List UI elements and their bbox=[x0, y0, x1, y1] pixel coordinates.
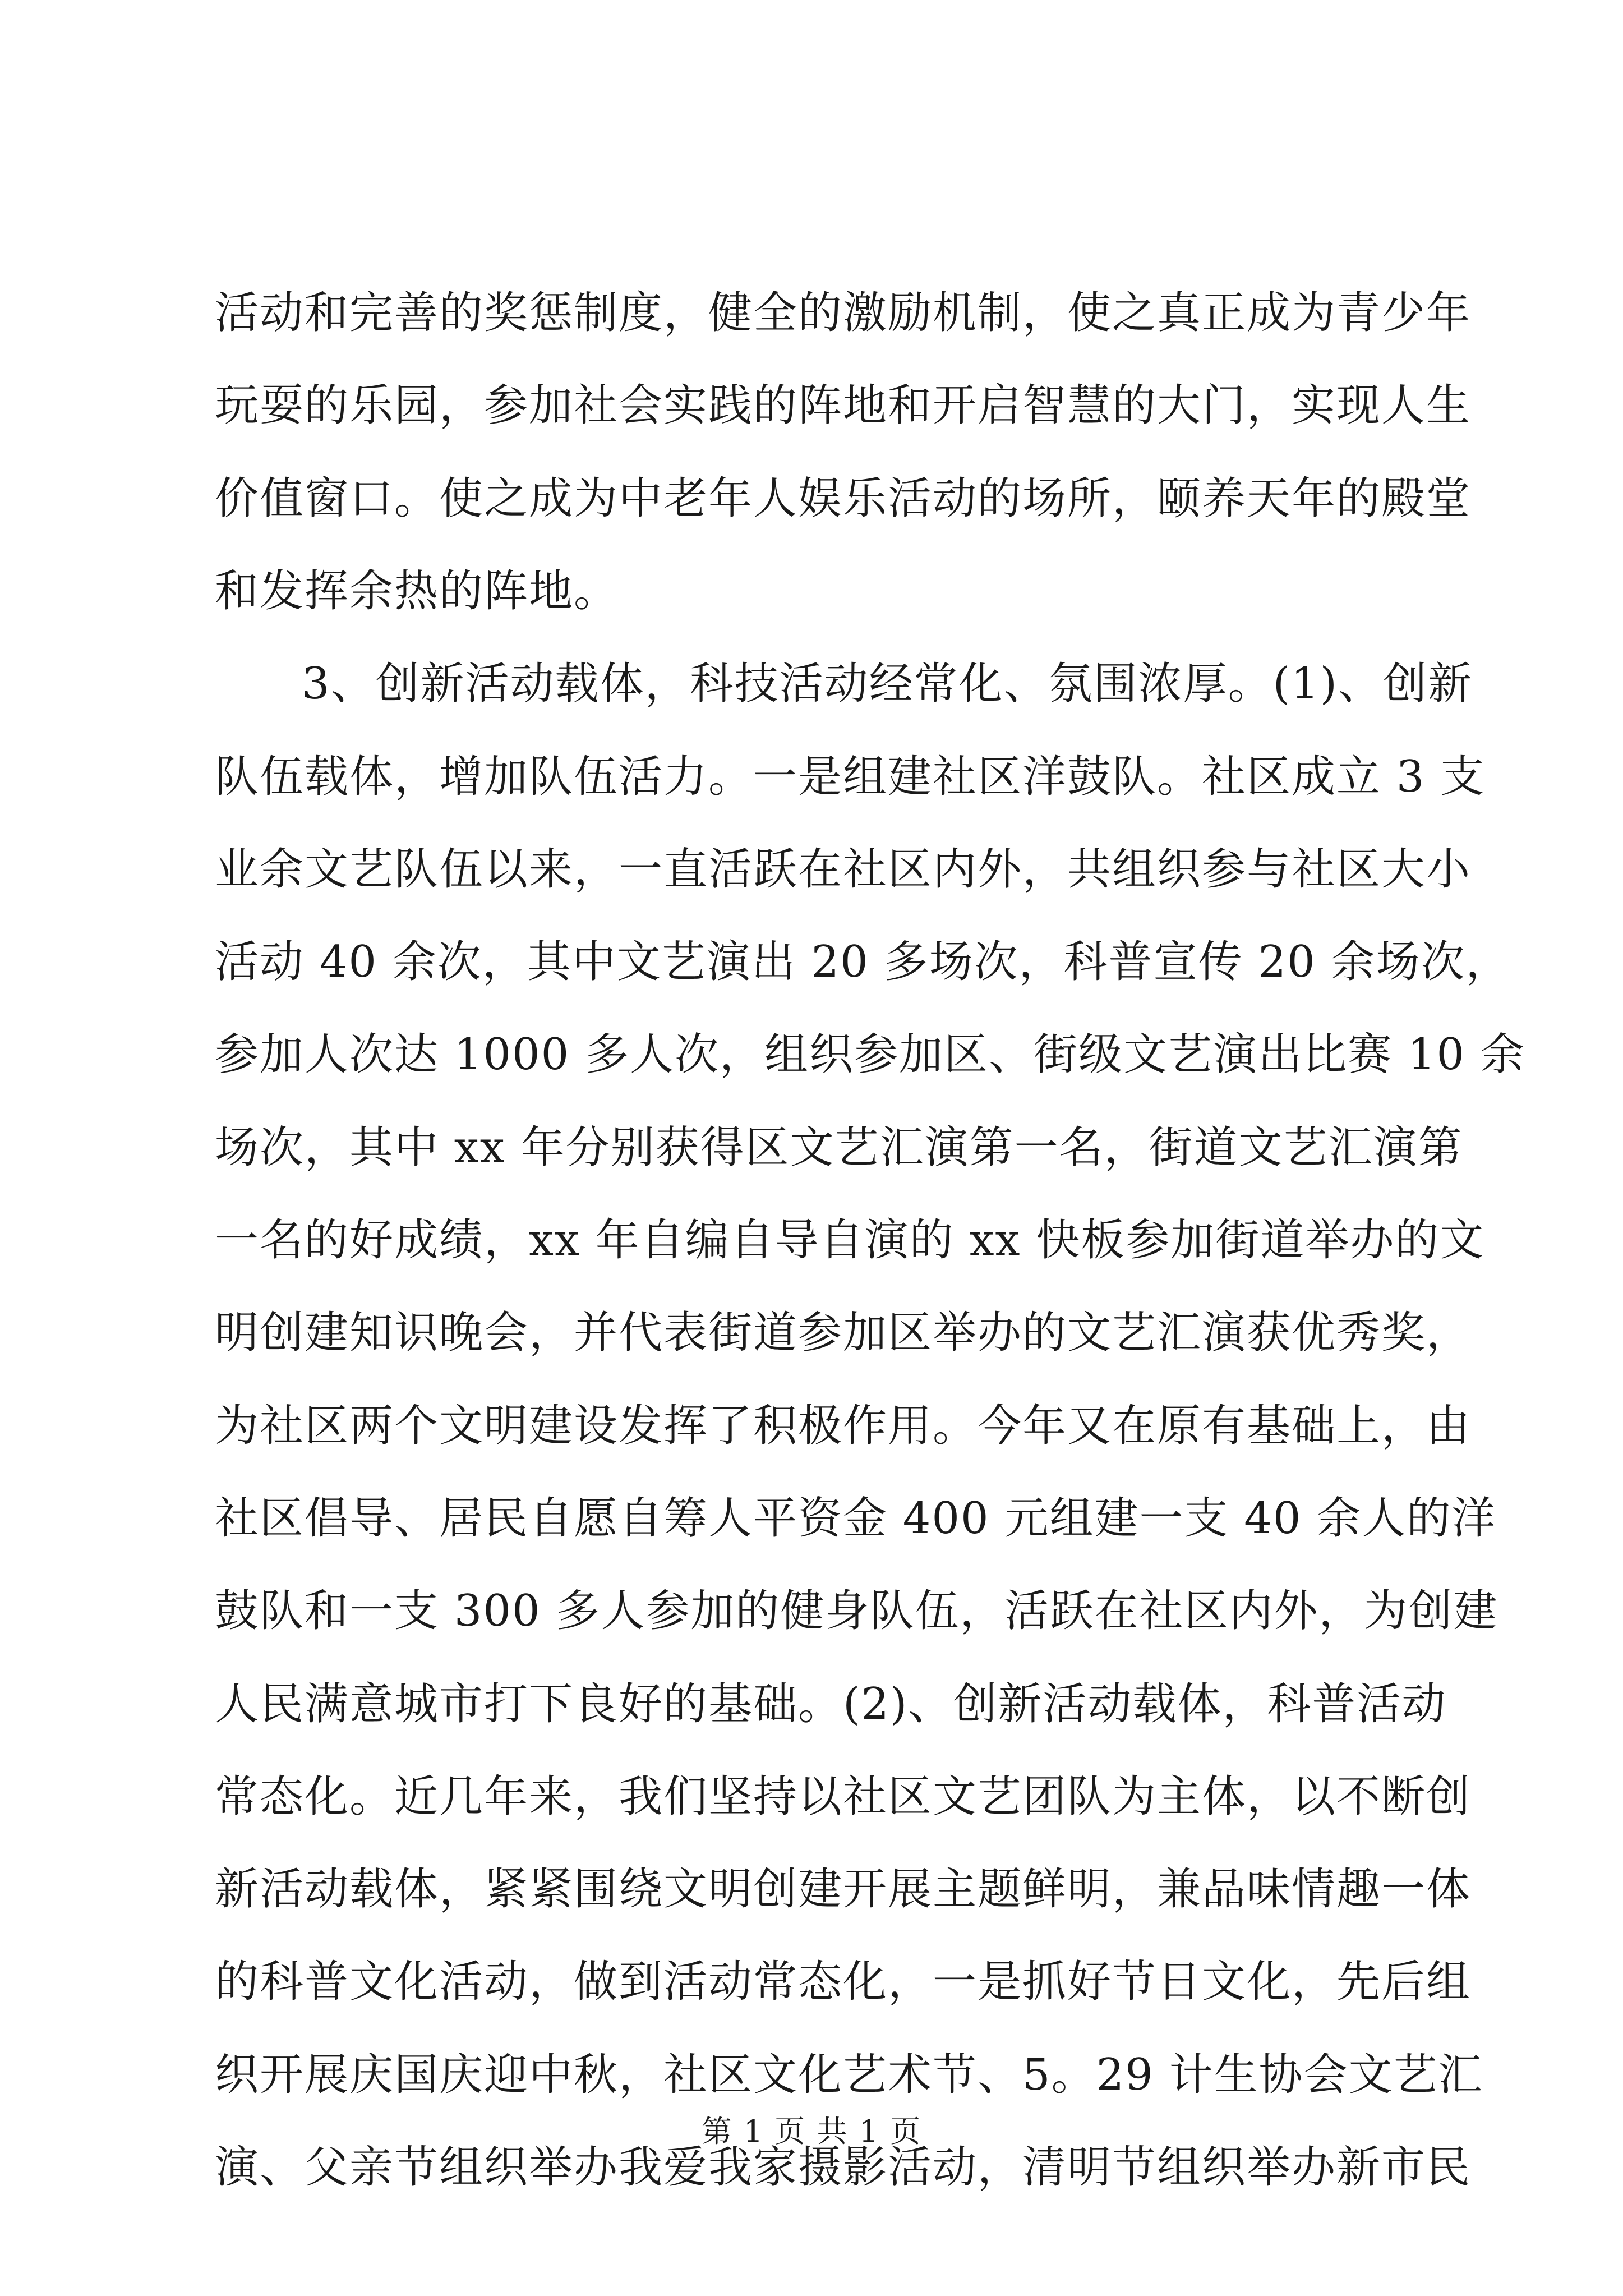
text-line-18: 新活动载体，紧紧围绕文明创建开展主题鲜明，兼品味情趣一体 bbox=[215, 1864, 1472, 1915]
text-line-20: 织开展庆国庆迎中秋，社区文化艺术节、5。29 计生协会文艺汇 bbox=[215, 2050, 1483, 2100]
text-line-10: 场次，其中 xx 年分别获得区文艺汇演第一名，街道文艺汇演第 bbox=[215, 1122, 1463, 1173]
text-line-7: 业余文艺队伍以来，一直活跃在社区内外，共组织参与社区大小 bbox=[215, 844, 1472, 895]
text-line-8: 活动 40 余次，其中文艺演出 20 多场次，科普宣传 20 余场次， bbox=[215, 937, 1511, 987]
text-line-14: 社区倡导、居民自愿自筹人平资金 400 元组建一支 40 余人的洋 bbox=[215, 1493, 1497, 1544]
text-line-12: 明创建知识晚会，并代表街道参加区举办的文艺汇演获优秀奖， bbox=[215, 1308, 1472, 1358]
text-line-13: 为社区两个文明建设发挥了积极作用。今年又在原有基础上，由 bbox=[215, 1401, 1472, 1451]
text-line-2: 玩耍的乐园，参加社会实践的阵地和开启智慧的大门，实现人生 bbox=[215, 380, 1472, 431]
text-line-5: 3、创新活动载体，科技活动经常化、氛围浓厚。(1)、创新 bbox=[302, 659, 1473, 709]
text-line-1: 活动和完善的奖惩制度，健全的激励机制，使之真正成为青少年 bbox=[215, 288, 1472, 338]
text-line-15: 鼓队和一支 300 多人参加的健身队伍，活跃在社区内外，为创建 bbox=[215, 1586, 1498, 1636]
text-line-19: 的科普文化活动，做到活动常态化，一是抓好节日文化，先后组 bbox=[215, 1957, 1472, 2007]
text-line-17: 常态化。近几年来，我们坚持以社区文艺团队为主体，以不断创 bbox=[215, 1772, 1472, 1822]
text-line-11: 一名的好成绩，xx 年自编自导自演的 xx 快板参加街道举办的文 bbox=[215, 1215, 1485, 1266]
text-line-6: 队伍载体，增加队伍活力。一是组建社区洋鼓队。社区成立 3 支 bbox=[215, 752, 1486, 802]
text-line-4: 和发挥余热的阵地。 bbox=[215, 566, 619, 616]
text-line-3: 价值窗口。使之成为中老年人娱乐活动的场所，颐养天年的殿堂 bbox=[215, 473, 1472, 524]
text-line-16: 人民满意城市打下良好的基础。(2)、创新活动载体，科普活动 bbox=[215, 1679, 1447, 1729]
text-line-9: 参加人次达 1000 多人次，组织参加区、街级文艺演出比赛 10 余 bbox=[215, 1029, 1525, 1080]
text-line-21: 演、父亲节组织举办我爱我家摄影活动，清明节组织举办新市民 bbox=[215, 2142, 1472, 2193]
page-footer: 第 1 页 共 1 页 bbox=[701, 2114, 922, 2149]
